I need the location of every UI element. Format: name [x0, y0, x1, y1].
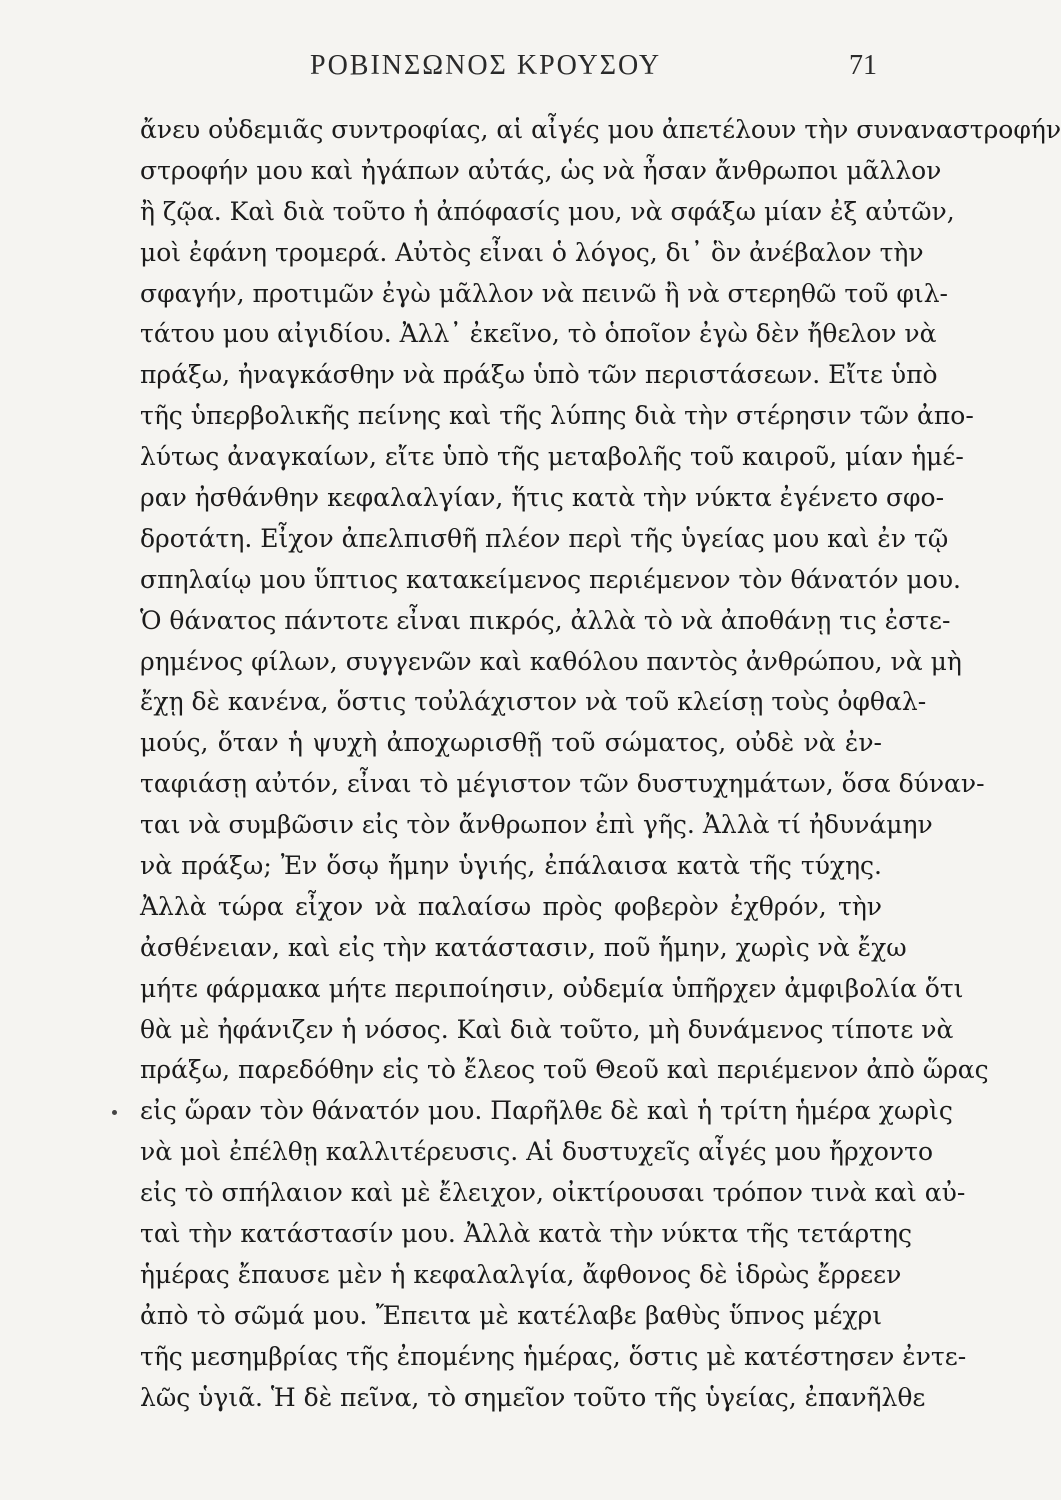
text-line: Ὁ θάνατος πάντοτε εἶναι πικρός, ἀλλὰ τὸ νὰ ἀποθάνῃ τις ἐστε- — [140, 605, 951, 635]
text-line: στροφήν μου καὶ ἠγάπων αὐτάς, ὡς νὰ ἦσαν ἄνθρωποι μᾶλλον — [140, 155, 942, 185]
text-line: ἡμέρας ἔπαυσε μὲν ἡ κεφαλαλγία, ἄφθονος δὲ ἱδρὼς ἔρρεεν — [140, 1259, 902, 1289]
running-head — [140, 50, 877, 90]
text-line: θὰ μὲ ἠφάνιζεν ἡ νόσος. Καὶ διὰ τοῦτο, μὴ δυνάμενος τίποτε νὰ — [140, 1014, 954, 1044]
text-line: πράξω, ἠναγκάσθην νὰ πράξω ὑπὸ τῶν περιστάσεων. Εἴτε ὑπὸ — [140, 360, 938, 390]
text-line: ἄνευ οὐδεμιᾶς συντροφίας, αἱ αἶγές μου ἀπετέλουν τὴν συναναστροφήν — [140, 115, 1061, 144]
text-line: τάτου μου αἰγιδίου. Ἀλλ᾽ ἐκεῖνο, τὸ ὁποῖον ἐγὼ δὲν ἤθελον νὰ — [140, 319, 937, 349]
text-line: ἀσθένειαν, καὶ εἰς τὴν κατάστασιν, ποῦ ἤμην, χωρὶς νὰ ἔχω — [140, 932, 907, 962]
text-line: σφαγήν, προτιμῶν ἐγὼ μᾶλλον νὰ πεινῶ ἢ νὰ στερηθῶ τοῦ φιλ- — [140, 278, 948, 308]
text-line: δροτάτη. Εἶχον ἀπελπισθῆ πλέον περὶ τῆς ὑγείας μου καὶ ἐν τῷ — [140, 523, 949, 553]
text-line: σπηλαίῳ μου ὕπτιος κατακείμενος περιέμενον τὸν θάνατόν μου. — [140, 564, 961, 594]
text-line: ἀπὸ τὸ σῶμά μου. Ἔπειτα μὲ κατέλαβε βαθὺς ὕπνος μέχρι — [140, 1300, 882, 1330]
page-number: 71 — [849, 50, 877, 81]
text-line: νὰ πράξω; Ἐν ὅσῳ ἤμην ὑγιής, ἐπάλαισα κατὰ τῆς τύχης. — [140, 851, 882, 881]
text-line: ἔχῃ δὲ κανένα, ὅστις τοὐλάχιστον νὰ τοῦ κλείσῃ τοὺς ὀφθαλ- — [140, 687, 927, 717]
margin-mark — [112, 1110, 117, 1115]
text-line: ἢ ζῷα. Καὶ διὰ τοῦτο ἡ ἀπόφασίς μου, νὰ σφάξω μίαν ἐξ αὐτῶν, — [140, 196, 955, 226]
text-line: πράξω, παρεδόθην εἰς τὸ ἔλεος τοῦ Θεοῦ καὶ περιέμενον ἀπὸ ὥρας — [140, 1055, 989, 1085]
text-line: μήτε φάρμακα μήτε περιποίησιν, οὐδεμία ὑπῆρχεν ἀμφιβολία ὅτι — [140, 973, 964, 1003]
running-title: ΡΟΒΙΝΣΩΝΟΣ ΚΡΟΥΣΟΥ — [310, 50, 662, 81]
text-line: ταφιάσῃ αὐτόν, εἶναι τὸ μέγιστον τῶν δυστυχημάτων, ὅσα δύναν- — [140, 769, 985, 799]
text-line: λύτως ἀναγκαίων, εἴτε ὑπὸ τῆς μεταβολῆς τοῦ καιροῦ, μίαν ἡμέ- — [140, 442, 964, 472]
text-line: ται νὰ συμβῶσιν εἰς τὸν ἄνθρωπον ἐπὶ γῆς. Ἀλλὰ τί ἠδυνάμην — [140, 810, 933, 840]
text-line: μοὶ ἐφάνη τρομερά. Αὐτὸς εἶναι ὁ λόγος, δι᾽ ὃν ἀνέβαλον τὴν — [140, 237, 924, 267]
text-line: ρημένος φίλων, συγγενῶν καὶ καθόλου παντὸς ἀνθρώπου, νὰ μὴ — [140, 646, 962, 676]
text-line: εἰς ὥραν τὸν θάνατόν μου. Παρῆλθε δὲ καὶ ἡ τρίτη ἡμέρα χωρὶς — [140, 1096, 953, 1126]
text-line: εἰς τὸ σπήλαιον καὶ μὲ ἔλειχον, οἰκτίρουσαι τρόπον τινὰ καὶ αὐ- — [140, 1178, 966, 1208]
body-text — [140, 110, 1061, 1419]
text-line: ταὶ τὴν κατάστασίν μου. Ἀλλὰ κατὰ τὴν νύκτα τῆς τετάρτης — [140, 1219, 912, 1249]
text-line: Ἀλλὰ τώρα εἶχον νὰ παλαίσω πρὸς φοβερὸν ἐχθρόν, τὴν — [140, 891, 882, 921]
text-line: λῶς ὑγιᾶ. Ἡ δὲ πεῖνα, τὸ σημεῖον τοῦτο τῆς ὑγείας, ἐπανῆλθε — [140, 1382, 926, 1412]
text-line: μούς, ὅταν ἡ ψυχὴ ἀποχωρισθῇ τοῦ σώματος, οὐδὲ νὰ ἐν- — [140, 728, 882, 758]
text-line: ραν ἠσθάνθην κεφαλαλγίαν, ἥτις κατὰ τὴν νύκτα ἐγένετο σφο- — [140, 483, 945, 513]
text-line: τῆς μεσημβρίας τῆς ἐπομένης ἡμέρας, ὅστις μὲ κατέστησεν ἐντε- — [140, 1341, 967, 1371]
text-line: τῆς ὑπερβολικῆς πείνης καὶ τῆς λύπης διὰ τὴν στέρησιν τῶν ἀπο- — [140, 401, 974, 431]
text-line: νὰ μοὶ ἐπέλθῃ καλλιτέρευσις. Αἱ δυστυχεῖς αἶγές μου ἤρχοντο — [140, 1137, 934, 1167]
